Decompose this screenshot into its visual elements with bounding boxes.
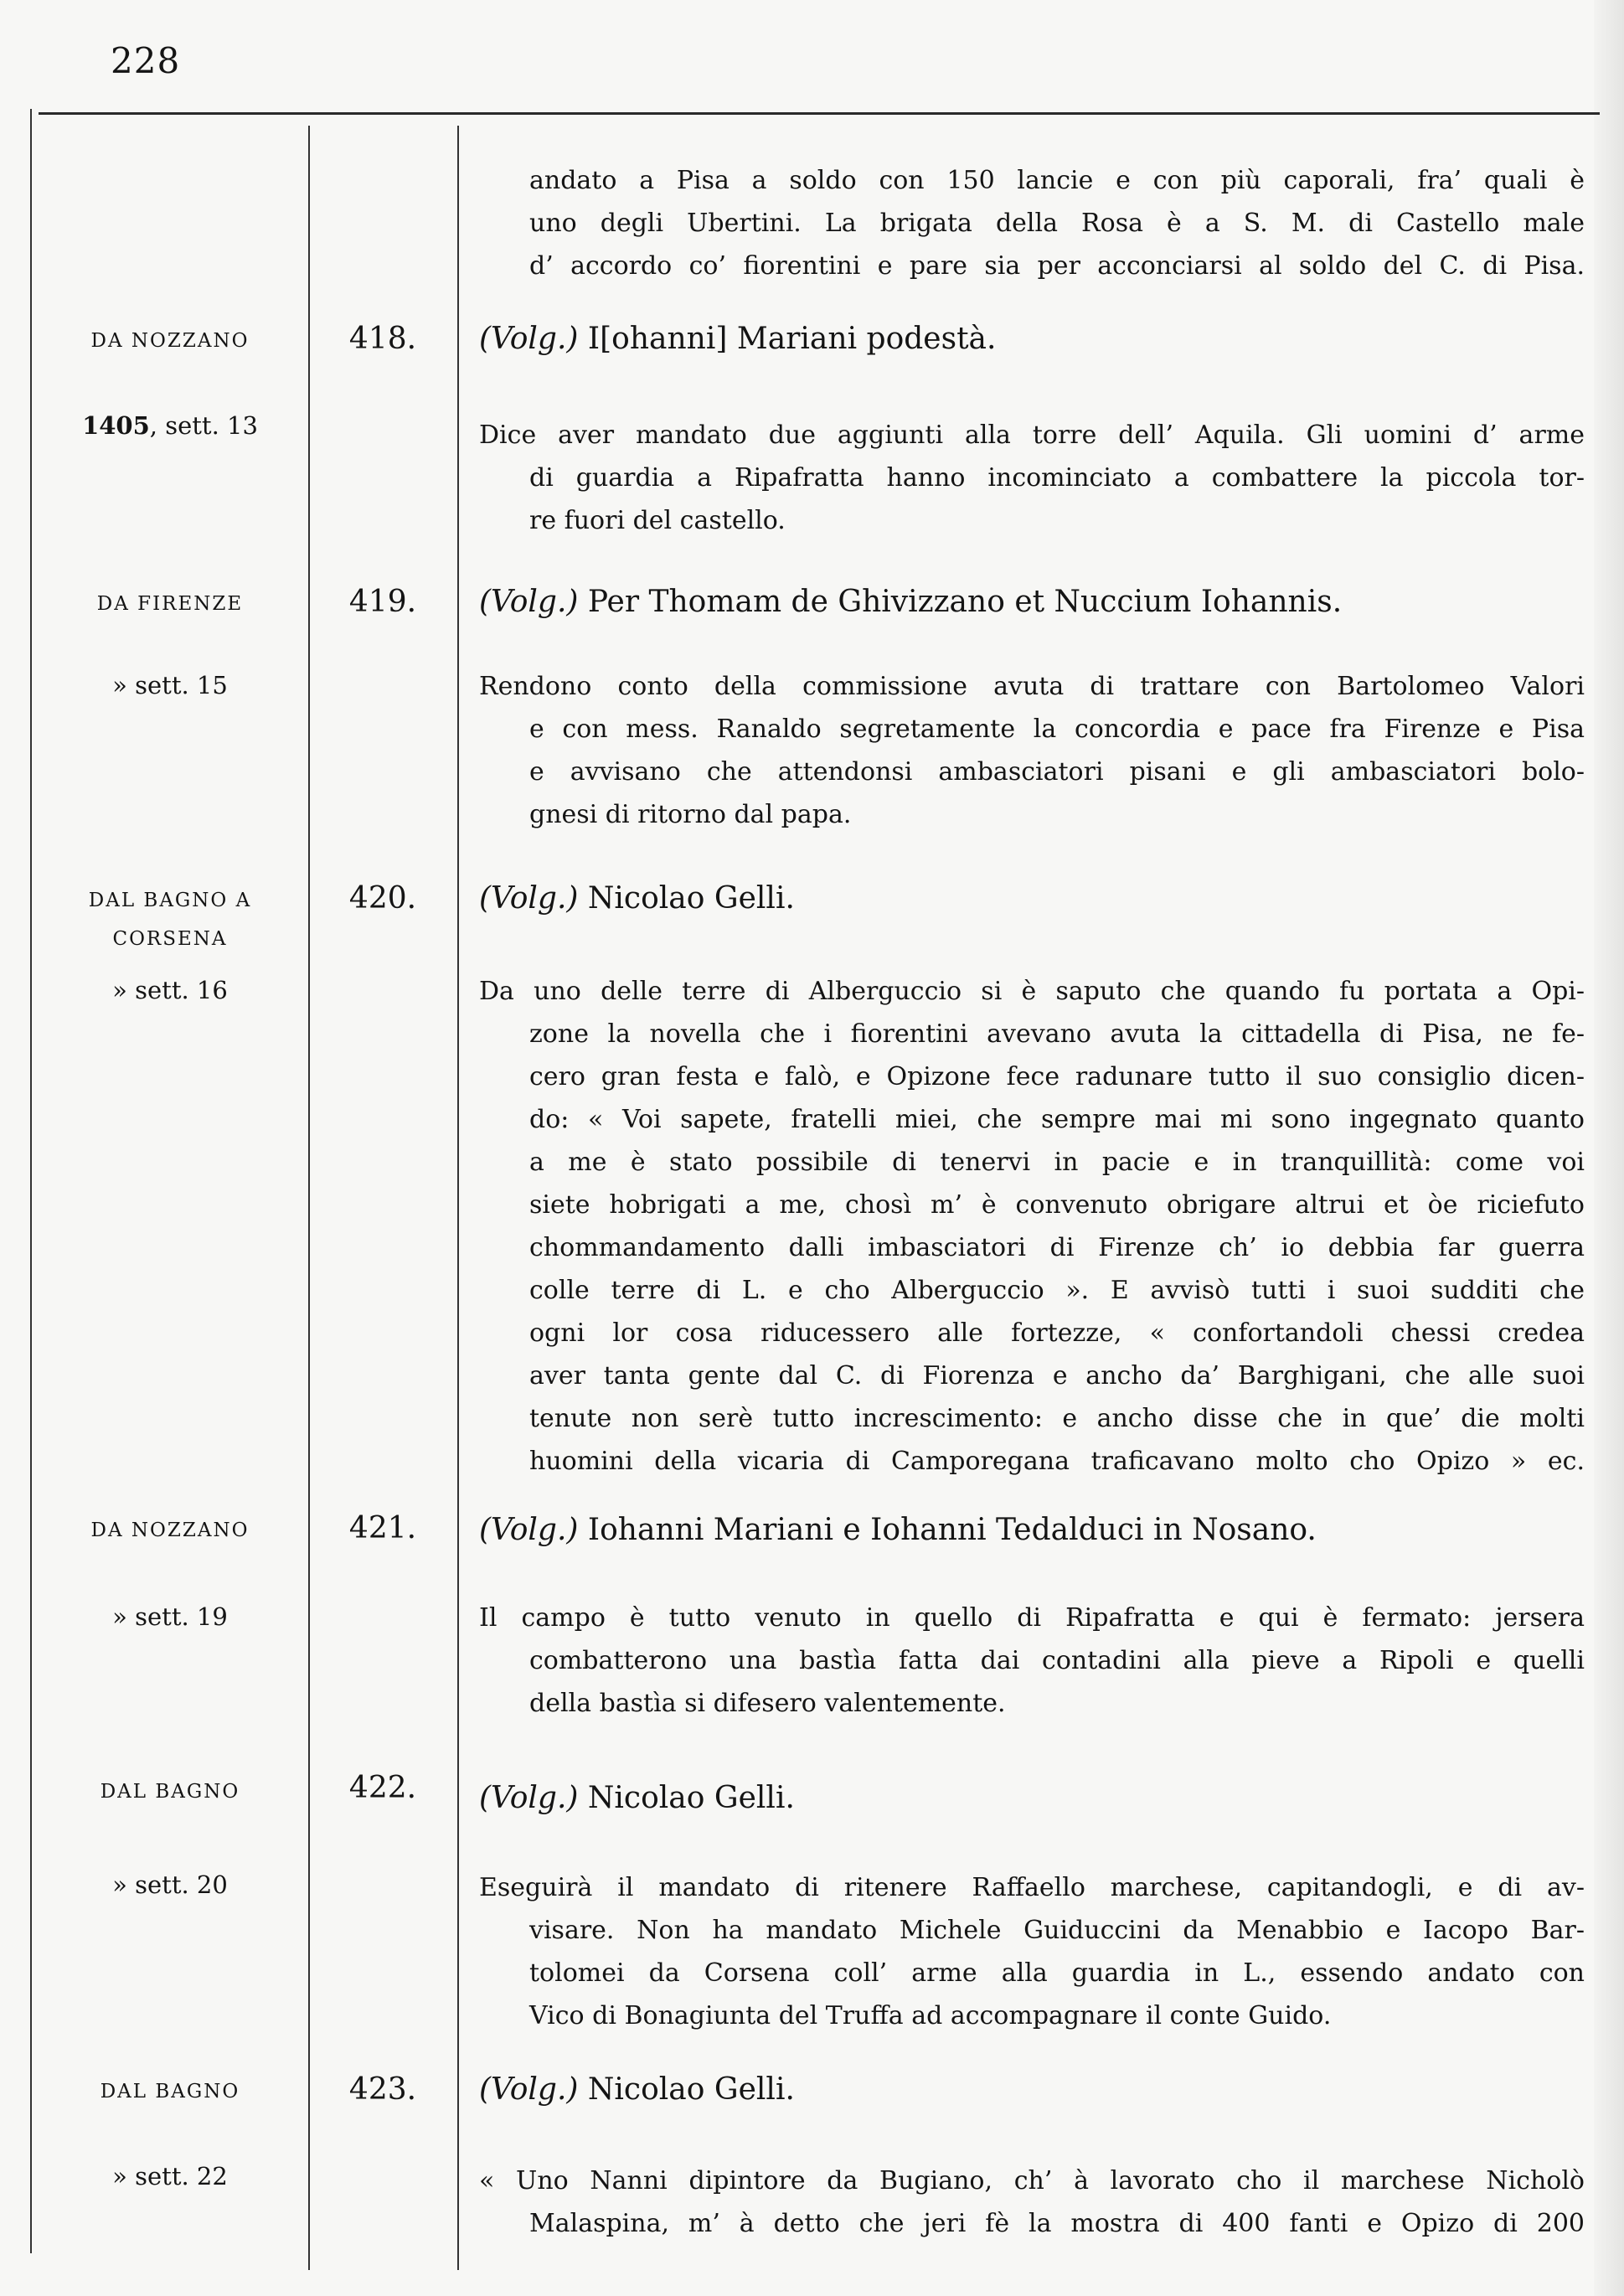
entry-422-date: » sett. 20 xyxy=(112,1870,228,1899)
page-number: 228 xyxy=(111,40,181,81)
text-line: re fuori del castello. xyxy=(529,506,786,535)
volg-label: (Volg.) xyxy=(479,1513,579,1547)
text-line: chommandamento dalli imbasciatori di Firenze ch’ io debbia far guerra xyxy=(529,1233,1585,1262)
entry-420-place: DAL BAGNO A xyxy=(88,890,252,911)
left-border xyxy=(30,109,32,2253)
volg-label: (Volg.) xyxy=(479,585,579,619)
heading-names: Nicolao Gelli. xyxy=(578,881,795,916)
text-line: aver tanta gente dal C. di Fiorenza e ancho da’ Barghigani, che alle suoi xyxy=(529,1361,1585,1390)
text-line: zone la novella che i fiorentini avevano avuta la cittadella di Pisa, ne fe- xyxy=(529,1019,1585,1049)
entry-422-number: 422. xyxy=(348,1771,417,1805)
entry-423-number: 423. xyxy=(348,2072,417,2107)
entry-419-heading xyxy=(479,585,1342,619)
entry-418-number: 418. xyxy=(348,322,417,356)
entry-423-heading xyxy=(479,2072,795,2107)
text-line: « Uno Nanni dipintore da Bugiano, ch’ à lavorato cho il marchese Nicholò xyxy=(479,2166,1585,2195)
date-year: 1405 xyxy=(82,411,150,440)
text-line: uno degli Ubertini. La brigata della Rosa è a S. M. di Castello male xyxy=(529,209,1585,238)
text-line: combatterono una bastìa fatta dai contadini alla pieve a Ripoli e quelli xyxy=(529,1646,1585,1675)
continuation-text xyxy=(479,159,1585,287)
text-line: di guardia a Ripafratta hanno incominciato a combattere la piccola tor- xyxy=(529,463,1585,493)
heading-names: I[ohanni] Mariani podestà. xyxy=(578,322,997,356)
volg-label: (Volg.) xyxy=(479,2072,579,2107)
text-line: do: « Voi sapete, fratelli miei, che sempre mai mi sono ingegnato quanto xyxy=(529,1105,1585,1134)
entry-421-date: » sett. 19 xyxy=(112,1602,228,1631)
entry-418-date xyxy=(34,409,307,442)
text-line: Dice aver mandato due aggiunti alla torre dell’ Aquila. Gli uomini d’ arme xyxy=(479,421,1585,450)
entry-422-heading xyxy=(479,1781,795,1815)
text-line: Il campo è tutto venuto in quello di Ripafratta e qui è fermato: jersera xyxy=(479,1603,1585,1633)
entry-421-text xyxy=(479,1597,1585,1725)
text-line: huomini della vicaria di Camporegana traficavano molto cho Opizo » ec. xyxy=(529,1447,1585,1476)
text-line: siete hobrigati a me, chosì m’ è convenuto obrigare altrui et òe riciefuto xyxy=(529,1190,1585,1220)
entry-423-place: DAL BAGNO xyxy=(100,2081,240,2103)
heading-names: Nicolao Gelli. xyxy=(578,1781,795,1815)
text-line: cero gran festa e falò, e Opizone fece radunare tutto il suo consiglio dicen- xyxy=(529,1062,1585,1091)
entry-420-text xyxy=(479,970,1585,1483)
entry-418-text xyxy=(479,414,1585,542)
text-line: colle terre di L. e cho Alberguccio ». E avvisò tutti i suoi sudditi che xyxy=(529,1276,1585,1305)
entry-420-number: 420. xyxy=(348,881,417,916)
entry-419-number: 419. xyxy=(348,585,417,619)
column-divider-number-text xyxy=(457,126,459,2270)
top-rule xyxy=(39,112,1600,115)
page-edge xyxy=(1594,0,1624,2296)
text-line: e con mess. Ranaldo segretamente la concordia e pace fra Firenze e Pisa xyxy=(529,715,1585,744)
entry-421-number: 421. xyxy=(348,1511,417,1545)
entry-420-place-line2: CORSENA xyxy=(112,928,228,950)
text-line: della bastìa si difesero valentemente. xyxy=(529,1689,1006,1718)
date-day: , sett. 13 xyxy=(149,411,258,440)
heading-names: Iohanni Mariani e Iohanni Tedalduci in Nosano. xyxy=(578,1513,1317,1547)
text-line: tolomei da Corsena coll’ arme alla guardia in L., essendo andato con xyxy=(529,1958,1585,1988)
text-line: ogni lor cosa riducessero alle fortezze, « confortandoli chessi credea xyxy=(529,1318,1585,1348)
entry-422-text xyxy=(479,1866,1585,2037)
volg-label: (Volg.) xyxy=(479,881,579,916)
entry-423-text xyxy=(479,2159,1585,2245)
text-line: a me è stato possibile di tenervi in pacie e in tranquillità: come voi xyxy=(529,1148,1585,1177)
text-line: visare. Non ha mandato Michele Guiduccini da Menabbio e Iacopo Bar- xyxy=(529,1916,1585,1945)
entry-420-date: » sett. 16 xyxy=(112,976,228,1004)
heading-names: Per Thomam de Ghivizzano et Nuccium Iohannis. xyxy=(578,585,1343,619)
column-divider-place-number xyxy=(308,126,310,2270)
text-line: Da uno delle terre di Alberguccio si è saputo che quando fu portata a Opi- xyxy=(479,977,1585,1006)
entry-422-place: DAL BAGNO xyxy=(100,1781,240,1803)
volg-label: (Volg.) xyxy=(479,322,579,356)
text-line: tenute non serè tutto increscimento: e ancho disse che in que’ die molti xyxy=(529,1404,1585,1433)
text-line: Vico di Bonagiunta del Truffa ad accompagnare il conte Guido. xyxy=(529,2001,1332,2030)
volg-label: (Volg.) xyxy=(479,1781,579,1815)
heading-names: Nicolao Gelli. xyxy=(578,2072,795,2107)
entry-419-place: DA FIRENZE xyxy=(96,593,244,615)
text-line: Malaspina, m’ à detto che jeri fè la mostra di 400 fanti e Opizo di 200 xyxy=(529,2209,1585,2238)
entry-420-heading xyxy=(479,881,795,916)
text-line: Eseguirà il mandato di ritenere Raffaello marchese, capitandogli, e di av- xyxy=(479,1873,1585,1902)
text-line: d’ accordo co’ fiorentini e pare sia per acconciarsi al soldo del C. di Pisa. xyxy=(529,251,1585,281)
entry-421-heading xyxy=(479,1513,1317,1547)
entry-418-heading xyxy=(479,322,996,356)
entry-418-place: DA NOZZANO xyxy=(90,330,250,352)
text-line: Rendono conto della commissione avuta di trattare con Bartolomeo Valori xyxy=(479,672,1585,701)
text-line: gnesi di ritorno dal papa. xyxy=(529,800,852,829)
text-line: e avvisano che attendonsi ambasciatori pisani e gli ambasciatori bolo- xyxy=(529,757,1585,787)
text-line: andato a Pisa a soldo con 150 lancie e con più caporali, fra’ quali è xyxy=(529,166,1585,195)
entry-419-date: » sett. 15 xyxy=(112,671,228,699)
entry-419-text xyxy=(479,665,1585,836)
entry-423-date: » sett. 22 xyxy=(112,2162,228,2190)
entry-421-place: DA NOZZANO xyxy=(90,1519,250,1541)
